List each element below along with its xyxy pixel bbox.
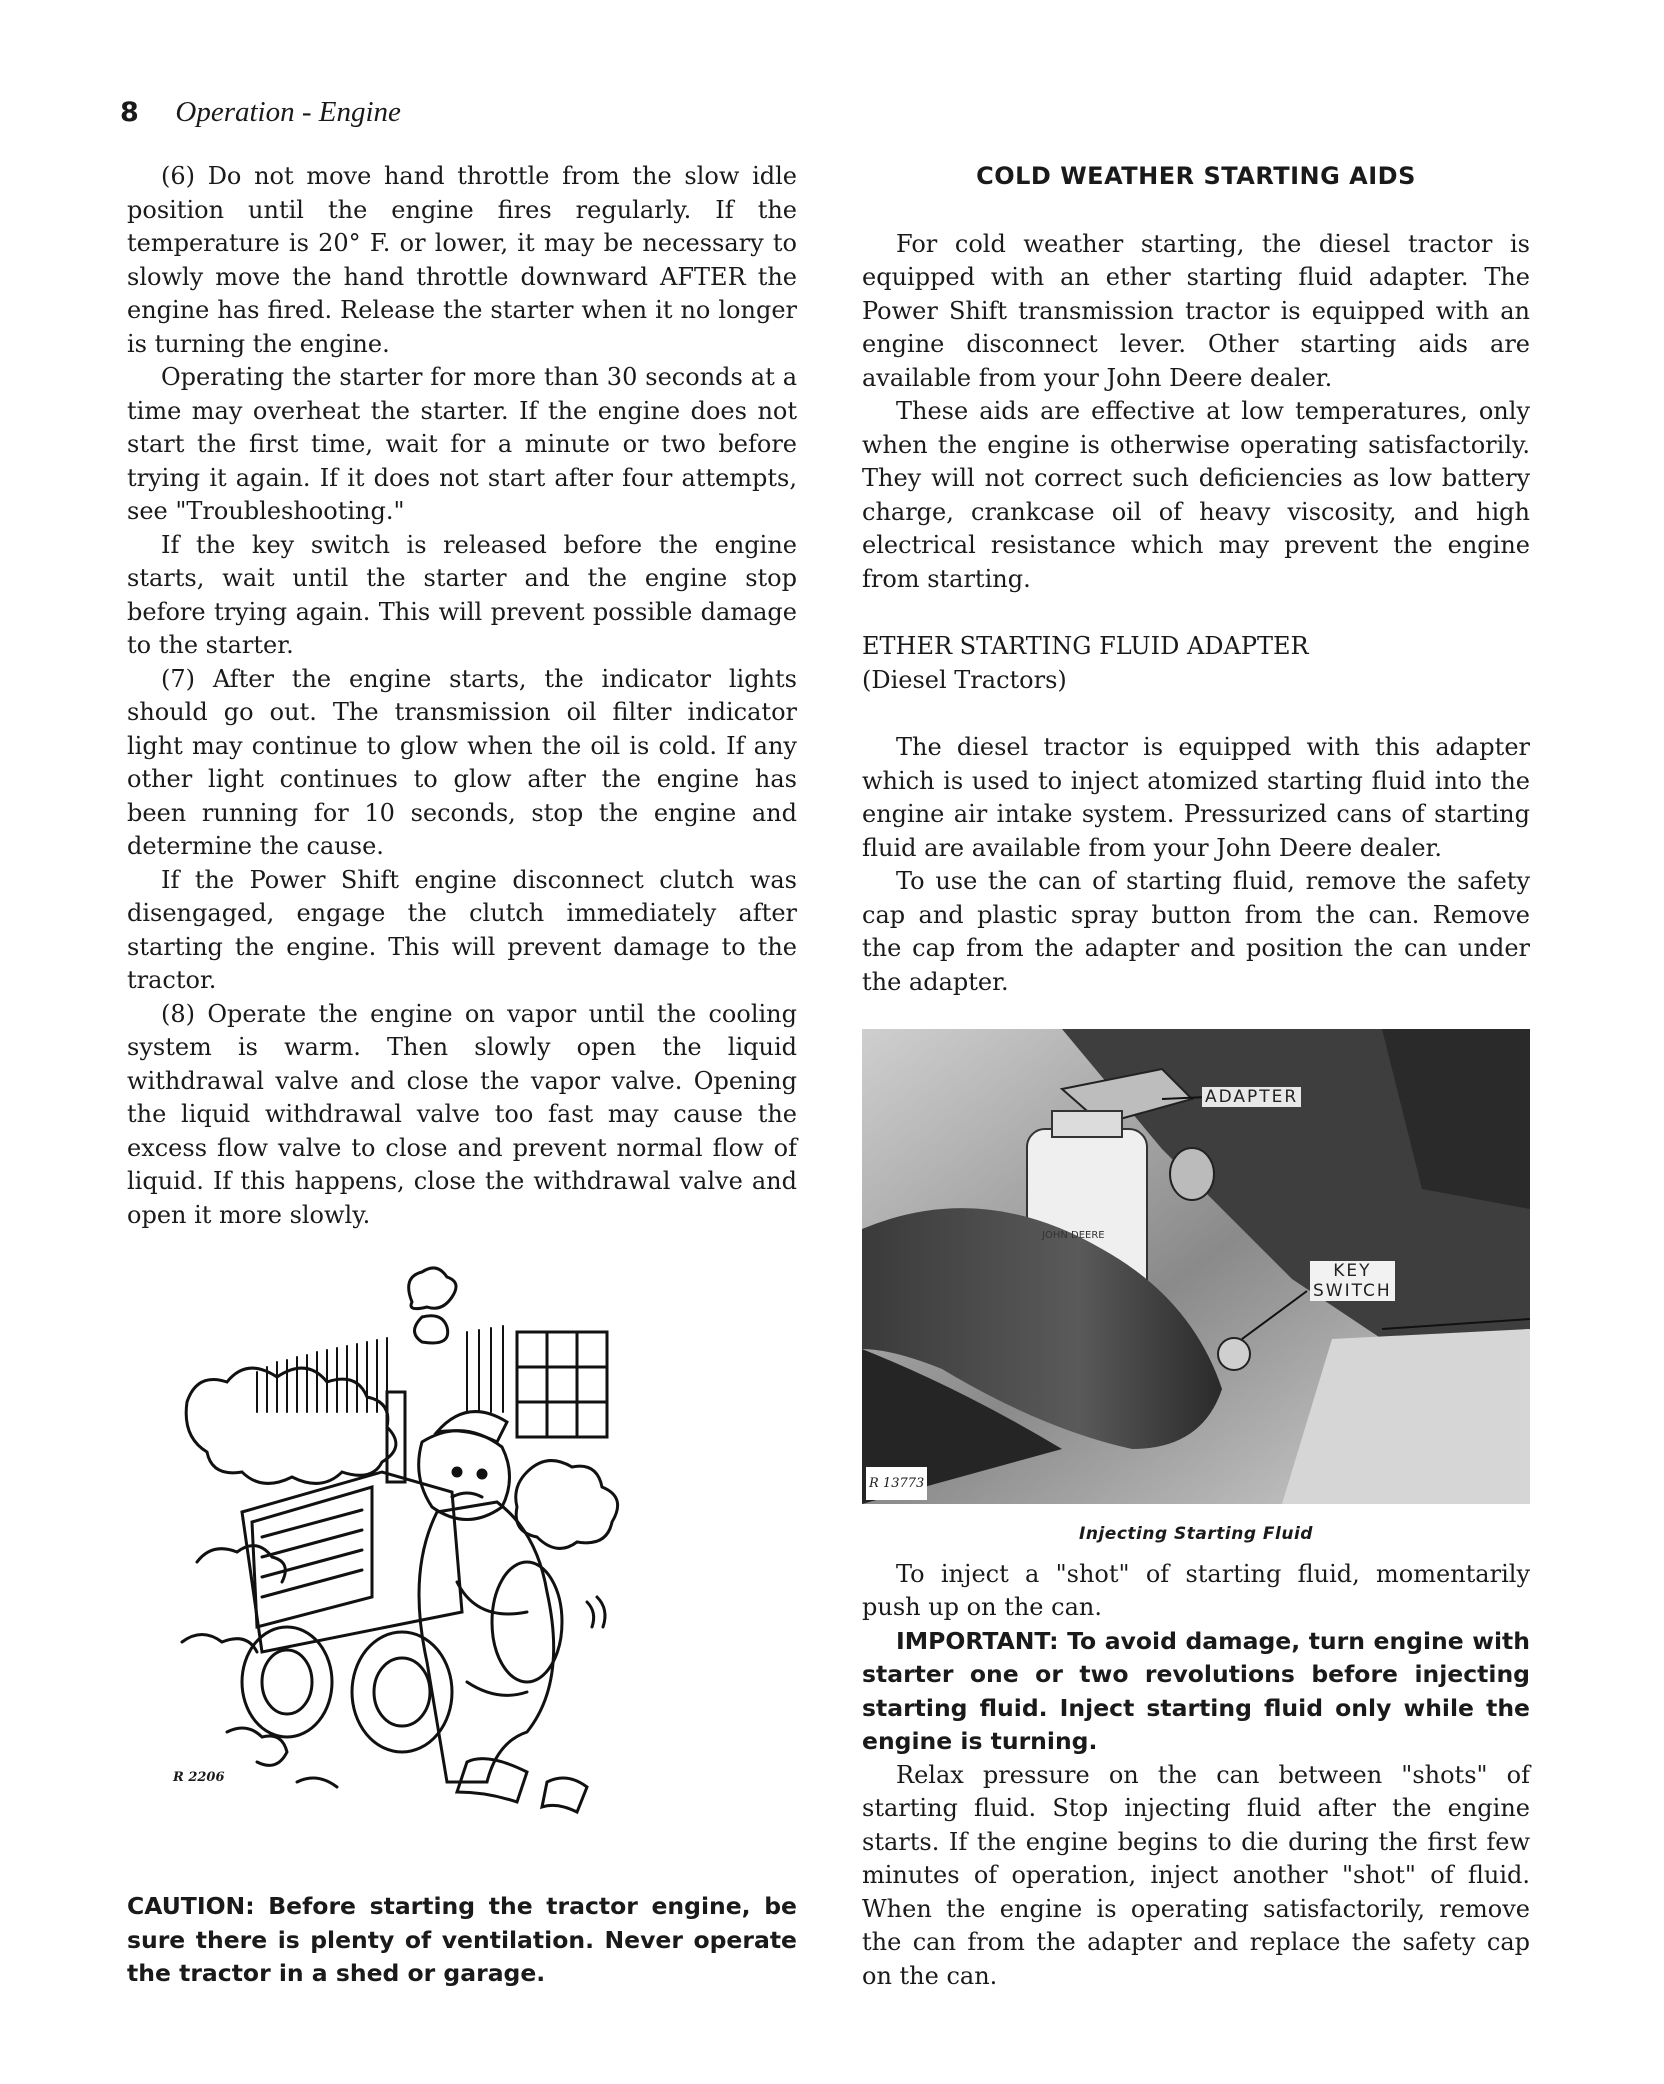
tractor-smoke-cartoon <box>167 1262 687 1832</box>
paragraph-starter-time: Operating the starter for more than 30 seconds at a time may overheat the starter. If the engine does not start the first time, wait for a minute or two before trying it again. If it does not start after four attempts, see "Troubleshooting." <box>127 363 797 525</box>
right-column <box>862 160 1530 1993</box>
page-number: 8 <box>120 97 139 128</box>
photo-code: R 13773 <box>866 1467 927 1501</box>
paragraph-step-6: (6) Do not move hand throttle from the slow idle position until the engine fires regularly. If the temperature is 20° F. or lower, it may be necessary to slowly move the hand throttle downward AFTER the engine has fired. Release the starter when it no longer is turning the engine. <box>127 162 797 358</box>
key-switch-label-line1: KEY <box>1333 1261 1372 1281</box>
paragraph-key-switch: If the key switch is released before the engine starts, wait until the starter and the engine stop before trying again. This will prevent possible damage to the starter. <box>127 530 797 659</box>
paragraph-inject-shot: To inject a "shot" of starting fluid, momentarily push up on the can. <box>862 1559 1530 1621</box>
photo-scene <box>862 1029 1530 1504</box>
can-label: JOHN DEERE <box>1042 1230 1105 1241</box>
adapter-label: ADAPTER <box>1202 1087 1301 1107</box>
paragraph-disconnect-clutch: If the Power Shift engine disconnect clutch was disengaged, engage the clutch immediately after starting the engine. This will prevent damage to the tractor. <box>127 865 797 994</box>
paragraph-step-7: (7) After the engine starts, the indicator lights should go out. The transmission oil filter indicator light may continue to glow when the oil is cold. If any other light continues to glow after the engine has been running for 10 seconds, stop the engine and determine the cause. <box>127 664 797 860</box>
key-switch-label <box>1310 1261 1395 1301</box>
photo-caption: Injecting Starting Fluid <box>1079 1524 1313 1544</box>
illustration-code: R 2206 <box>173 1769 225 1785</box>
paragraph-aids-effective: These aids are effective at low temperatures, only when the engine is otherwise operating satisfactorily. They will not correct such deficiencies as low battery charge, crankcase oil of heavy viscosity, and high electrical resistance which may prevent the engine from starting. <box>862 397 1530 593</box>
paragraph-relax-pressure: Relax pressure on the can between "shots" of starting fluid. Stop injecting fluid after the engine starts. If the engine begins to die during the first few minutes of operation, inject another "shot" of fluid. When the engine is operating satisfactorily, remove the can from the adapter and replace the safety cap on the can. <box>862 1760 1530 1990</box>
section-title: COLD WEATHER STARTING AIDS <box>976 162 1416 190</box>
subheading-diesel-tractors: (Diesel Tractors) <box>862 665 1067 694</box>
left-column <box>127 160 797 1991</box>
caution-note: CAUTION: Before starting the tractor engine, be sure there is plenty of ventilation. Never operate the tractor in a shed or garage. <box>127 1892 797 1987</box>
paragraph-adapter-description: The diesel tractor is equipped with this adapter which is used to inject atomized starting fluid into the engine air intake system. Pressurized cans of starting fluid are available from your John Deere dealer. <box>862 733 1530 862</box>
page-header <box>120 96 401 129</box>
important-note: IMPORTANT: To avoid damage, turn engine with starter one or two revolutions before injecting starting fluid. Inject starting fluid only while the engine is turning. <box>862 1626 1530 1755</box>
cartoon-illustration <box>167 1262 687 1832</box>
page-title: Operation - Engine <box>175 96 401 128</box>
paragraph-cold-weather: For cold weather starting, the diesel tractor is equipped with an ether starting fluid adapter. The Power Shift transmission tractor is equipped with an engine disconnect lever. Other starting aids are available from your John Deere dealer. <box>862 229 1530 392</box>
photo-injecting-fluid <box>862 1029 1530 1504</box>
paragraph-use-can: To use the can of starting fluid, remove the safety cap and plastic spray button from the can. Remove the cap from the adapter and position the can under the adapter. <box>862 867 1530 996</box>
paragraph-step-8: (8) Operate the engine on vapor until the cooling system is warm. Then slowly open the liquid withdrawal valve and close the vapor valve. Opening the liquid withdrawal valve too fast may cause the excess flow valve to close and prevent normal flow of liquid. If this happens, close the withdrawal valve and open it more slowly. <box>127 999 797 1229</box>
key-switch-label-line2: SWITCH <box>1313 1281 1392 1301</box>
subheading-ether-adapter: ETHER STARTING FLUID ADAPTER <box>862 632 1309 660</box>
